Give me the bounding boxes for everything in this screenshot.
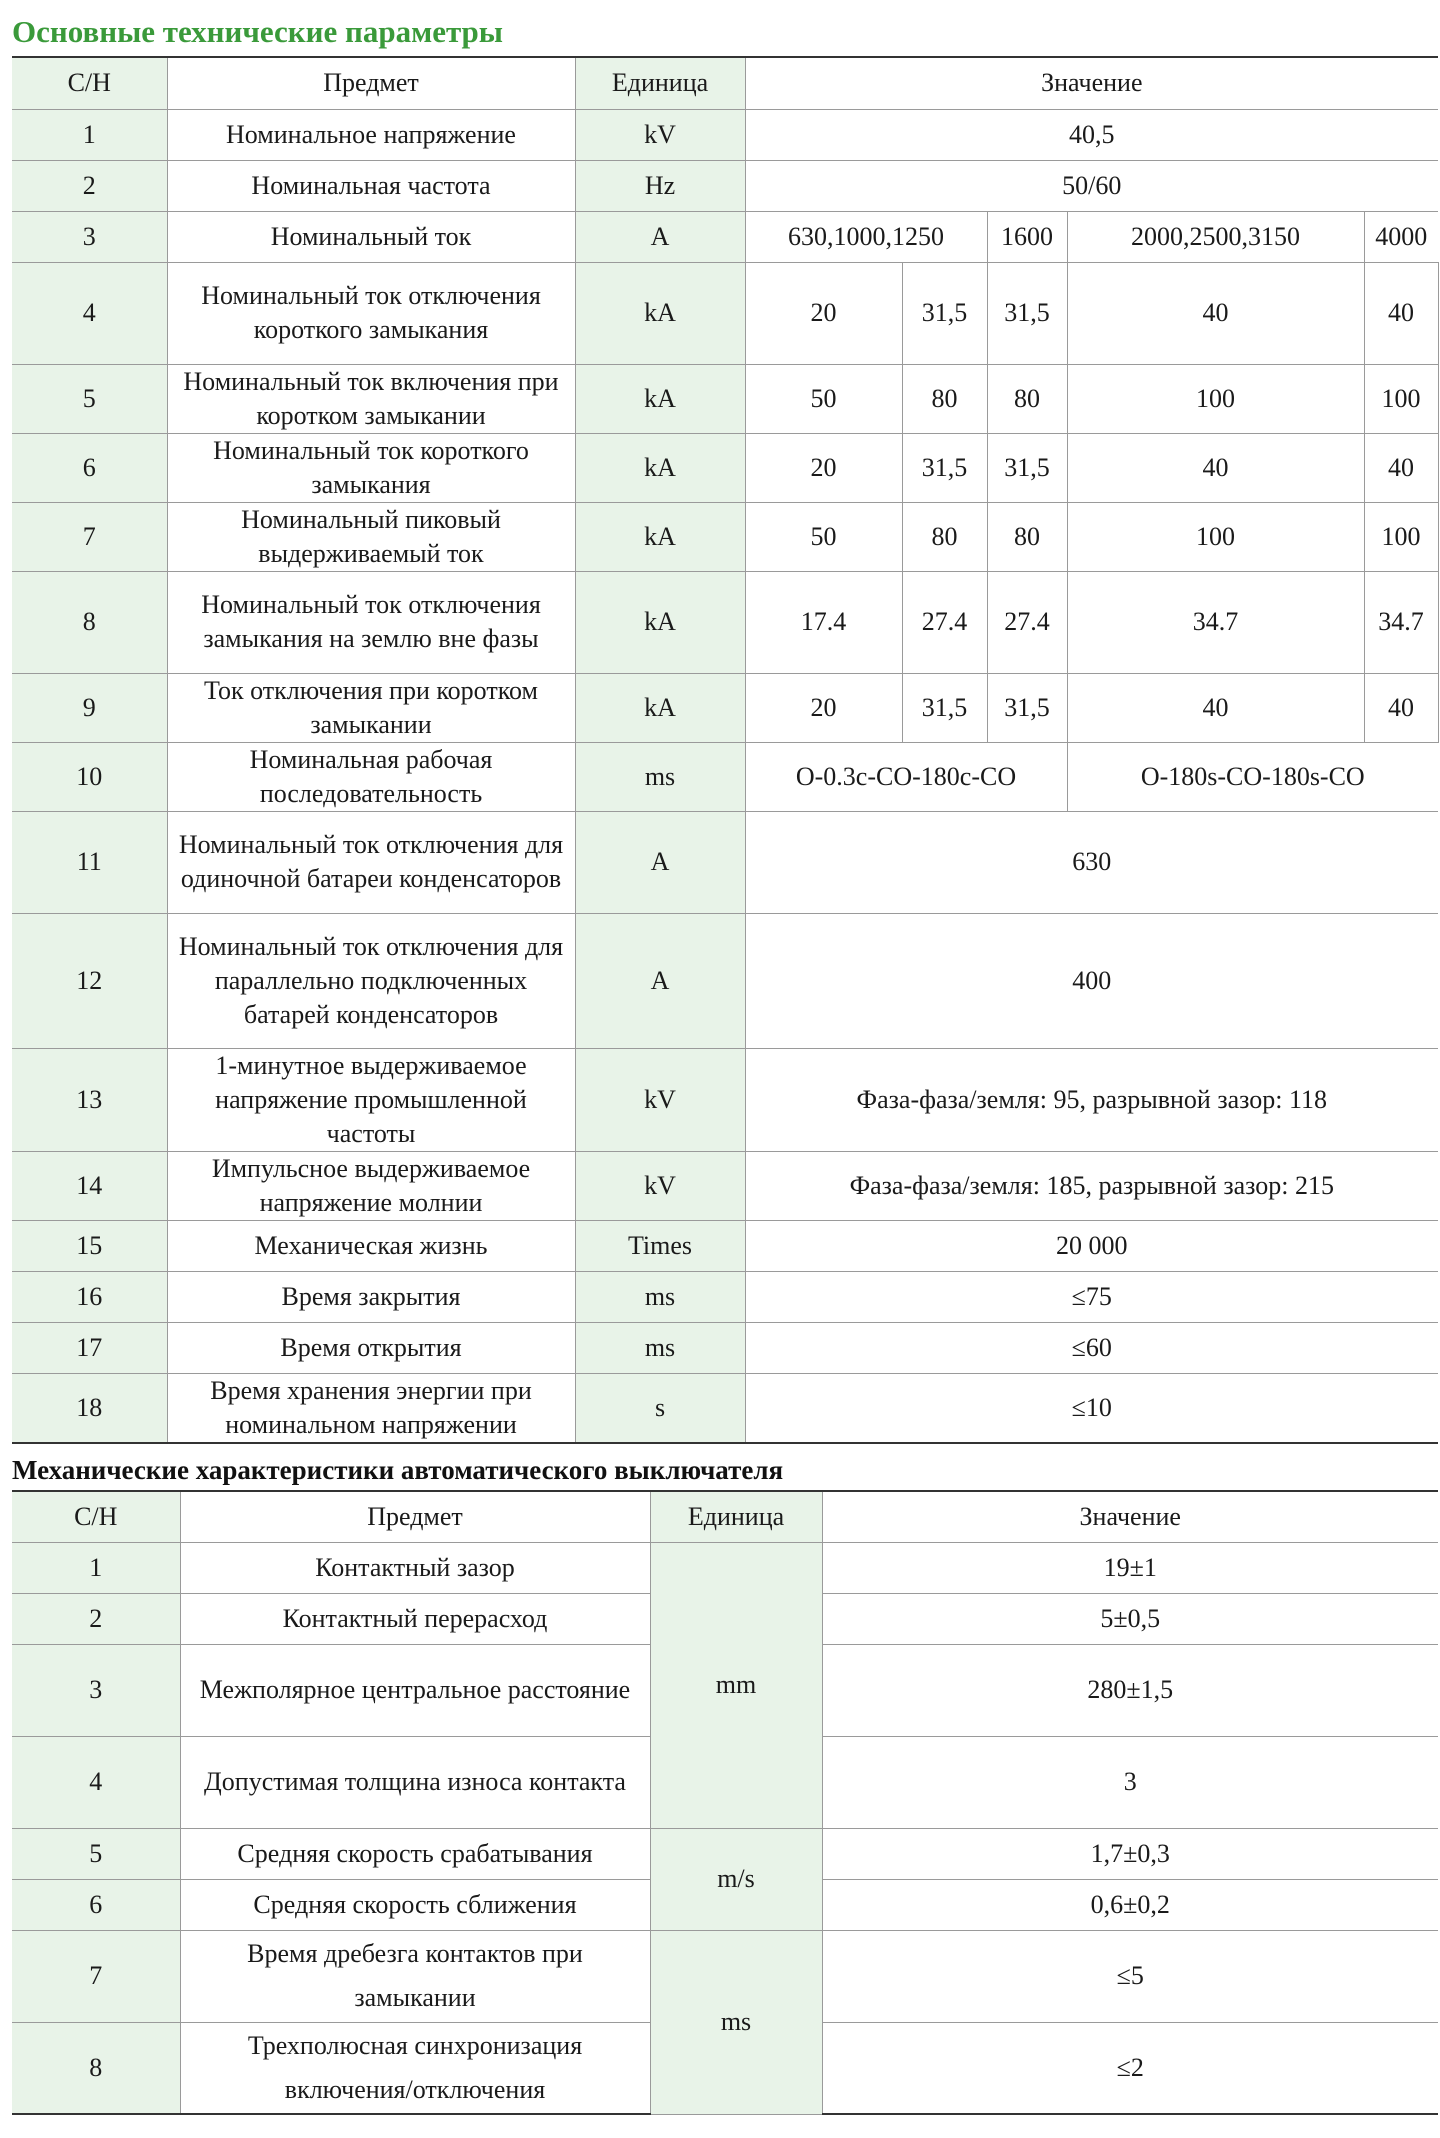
cell-unit: kA (575, 433, 745, 502)
cell-item: Номинальная рабочая последовательность (167, 742, 575, 811)
cell-unit: kV (575, 109, 745, 160)
cell-value: 40 (1364, 433, 1438, 502)
cell-value: O-0.3c-CO-180c-CO (745, 742, 1067, 811)
cell-value: 100 (1067, 364, 1364, 433)
cell-value: 3 (822, 1736, 1438, 1828)
header-sn: С/Н (12, 1491, 180, 1542)
cell-item: Номинальное напряжение (167, 109, 575, 160)
header-unit: Единица (575, 57, 745, 109)
cell-value: 31,5 (902, 262, 987, 364)
cell-value: 20 000 (745, 1220, 1438, 1271)
table-row (12, 262, 1438, 364)
header-sn: С/Н (12, 57, 167, 109)
cell-unit: ms (575, 1322, 745, 1373)
cell-value: 40 (1067, 262, 1364, 364)
cell-value: 100 (1067, 502, 1364, 571)
cell-value: 80 (987, 502, 1067, 571)
header-value: Значение (822, 1491, 1438, 1542)
cell-sn: 13 (12, 1048, 167, 1151)
cell-unit: kV (575, 1048, 745, 1151)
mechanical-section-title: Механические характеристики автоматического выключателя (12, 1455, 784, 1485)
cell-sn: 7 (12, 1930, 180, 2022)
cell-value: 280±1,5 (822, 1644, 1438, 1736)
cell-value: Фаза-фаза/земля: 95, разрывной зазор: 118 (745, 1048, 1438, 1151)
cell-value: 80 (987, 364, 1067, 433)
cell-item: Контактный перерасход (180, 1593, 650, 1644)
cell-value: 1,7±0,3 (822, 1828, 1438, 1879)
cell-item: Контактный зазор (180, 1542, 650, 1593)
cell-value: 80 (902, 502, 987, 571)
cell-item: Номинальный ток (167, 211, 575, 262)
mechanical-characteristics-table (12, 1490, 1438, 2115)
table-row (12, 1828, 1438, 1879)
cell-item: Средняя скорость сближения (180, 1879, 650, 1930)
table-row (12, 1930, 1438, 2022)
table-header-row (12, 57, 1438, 109)
cell-sn: 5 (12, 1828, 180, 1879)
cell-value: 50 (745, 364, 902, 433)
cell-unit: Hz (575, 160, 745, 211)
cell-sn: 15 (12, 1220, 167, 1271)
cell-value: 34.7 (1067, 571, 1364, 673)
cell-sn: 6 (12, 1879, 180, 1930)
cell-unit: A (575, 211, 745, 262)
cell-value: 20 (745, 433, 902, 502)
table-row (12, 742, 1438, 811)
table-row (12, 1542, 1438, 1593)
cell-sn: 2 (12, 1593, 180, 1644)
cell-value: 20 (745, 673, 902, 742)
cell-sn: 1 (12, 1542, 180, 1593)
header-item: Предмет (180, 1491, 650, 1542)
cell-item: Допустимая толщина износа контакта (180, 1736, 650, 1828)
cell-item: Трехполюсная синхронизация включения/отключения (180, 2022, 650, 2114)
cell-value: O-180s-CO-180s-CO (1067, 742, 1438, 811)
cell-value: 50/60 (745, 160, 1438, 211)
cell-unit: ms (575, 1271, 745, 1322)
cell-sn: 18 (12, 1373, 167, 1443)
main-title: Основные технические параметры (12, 14, 504, 49)
cell-item: Номинальный пиковый выдерживаемый ток (167, 502, 575, 571)
cell-unit: A (575, 811, 745, 913)
cell-item: Номинальный ток отключения для параллельно подключенных батарей конденсаторов (167, 913, 575, 1048)
cell-sn: 16 (12, 1271, 167, 1322)
cell-sn: 8 (12, 571, 167, 673)
cell-sn: 2 (12, 160, 167, 211)
cell-unit: kA (575, 364, 745, 433)
cell-value: 31,5 (987, 433, 1067, 502)
cell-value: ≤10 (745, 1373, 1438, 1443)
table-row (12, 211, 1438, 262)
cell-value: 2000,2500,3150 (1067, 211, 1364, 262)
cell-item: Ток отключения при коротком замыкании (167, 673, 575, 742)
cell-unit: mm (650, 1542, 822, 1828)
cell-item: Механическая жизнь (167, 1220, 575, 1271)
header-item: Предмет (167, 57, 575, 109)
cell-item: Время закрытия (167, 1271, 575, 1322)
table-row (12, 673, 1438, 742)
cell-value: 400 (745, 913, 1438, 1048)
cell-value: 31,5 (987, 673, 1067, 742)
table-header-row (12, 1491, 1438, 1542)
cell-value: 20 (745, 262, 902, 364)
cell-item: Время дребезга контактов при замыкании (180, 1930, 650, 2022)
cell-value: 31,5 (902, 433, 987, 502)
table-row (12, 1151, 1438, 1220)
cell-value: 17.4 (745, 571, 902, 673)
cell-sn: 9 (12, 673, 167, 742)
cell-sn: 10 (12, 742, 167, 811)
cell-unit: ms (650, 1930, 822, 2114)
cell-value: 630 (745, 811, 1438, 913)
cell-unit: kA (575, 502, 745, 571)
header-value: Значение (745, 57, 1438, 109)
cell-sn: 6 (12, 433, 167, 502)
header-unit: Единица (650, 1491, 822, 1542)
cell-value: 80 (902, 364, 987, 433)
table-row (12, 502, 1438, 571)
main-parameters-table (12, 56, 1438, 1444)
cell-value: Фаза-фаза/земля: 185, разрывной зазор: 215 (745, 1151, 1438, 1220)
table-row (12, 433, 1438, 502)
cell-value: 27.4 (902, 571, 987, 673)
cell-value: 1600 (987, 211, 1067, 262)
cell-sn: 7 (12, 502, 167, 571)
cell-sn: 14 (12, 1151, 167, 1220)
table-row (12, 1322, 1438, 1373)
table-row (12, 1271, 1438, 1322)
cell-value: 19±1 (822, 1542, 1438, 1593)
cell-value: 40 (1364, 673, 1438, 742)
cell-item: Номинальный ток отключения короткого замыкания (167, 262, 575, 364)
table-row (12, 913, 1438, 1048)
table-row (12, 1220, 1438, 1271)
table-row (12, 811, 1438, 913)
cell-value: 5±0,5 (822, 1593, 1438, 1644)
cell-value: 0,6±0,2 (822, 1879, 1438, 1930)
table-row (12, 1373, 1438, 1443)
cell-unit: s (575, 1373, 745, 1443)
cell-item: Номинальная частота (167, 160, 575, 211)
cell-item: Номинальный ток отключения замыкания на землю вне фазы (167, 571, 575, 673)
cell-unit: Times (575, 1220, 745, 1271)
cell-value: ≤2 (822, 2022, 1438, 2114)
cell-value: 100 (1364, 364, 1438, 433)
cell-value: 100 (1364, 502, 1438, 571)
table-row (12, 364, 1438, 433)
cell-sn: 11 (12, 811, 167, 913)
cell-value: 50 (745, 502, 902, 571)
cell-sn: 3 (12, 211, 167, 262)
cell-value: 40 (1067, 433, 1364, 502)
cell-value: 31,5 (987, 262, 1067, 364)
cell-value: 34.7 (1364, 571, 1438, 673)
table-row (12, 109, 1438, 160)
cell-unit: kA (575, 673, 745, 742)
cell-unit: m/s (650, 1828, 822, 1930)
cell-unit: kA (575, 571, 745, 673)
cell-sn: 8 (12, 2022, 180, 2114)
cell-sn: 12 (12, 913, 167, 1048)
cell-value: ≤5 (822, 1930, 1438, 2022)
cell-item: Номинальный ток включения при коротком замыкании (167, 364, 575, 433)
cell-unit: kA (575, 262, 745, 364)
cell-sn: 4 (12, 262, 167, 364)
cell-value: 31,5 (902, 673, 987, 742)
cell-value: 630,1000,1250 (745, 211, 987, 262)
cell-sn: 17 (12, 1322, 167, 1373)
cell-item: Номинальный ток отключения для одиночной батареи конденсаторов (167, 811, 575, 913)
cell-value: 27.4 (987, 571, 1067, 673)
table-row (12, 571, 1438, 673)
cell-value: 40 (1067, 673, 1364, 742)
cell-item: Номинальный ток короткого замыкания (167, 433, 575, 502)
cell-sn: 5 (12, 364, 167, 433)
cell-item: Импульсное выдерживаемое напряжение молнии (167, 1151, 575, 1220)
cell-sn: 3 (12, 1644, 180, 1736)
table-row (12, 160, 1438, 211)
cell-item: Время хранения энергии при номинальном напряжении (167, 1373, 575, 1443)
cell-sn: 4 (12, 1736, 180, 1828)
cell-item: Время открытия (167, 1322, 575, 1373)
cell-item: 1-минутное выдерживаемое напряжение промышленной частоты (167, 1048, 575, 1151)
cell-item: Средняя скорость срабатывания (180, 1828, 650, 1879)
cell-value: ≤75 (745, 1271, 1438, 1322)
cell-value: 4000 (1364, 211, 1438, 262)
cell-value: 40 (1364, 262, 1438, 364)
cell-unit: A (575, 913, 745, 1048)
cell-unit: kV (575, 1151, 745, 1220)
cell-item: Межполярное центральное расстояние (180, 1644, 650, 1736)
cell-value: 40,5 (745, 109, 1438, 160)
cell-unit: ms (575, 742, 745, 811)
cell-value: ≤60 (745, 1322, 1438, 1373)
table-row (12, 1048, 1438, 1151)
cell-sn: 1 (12, 109, 167, 160)
